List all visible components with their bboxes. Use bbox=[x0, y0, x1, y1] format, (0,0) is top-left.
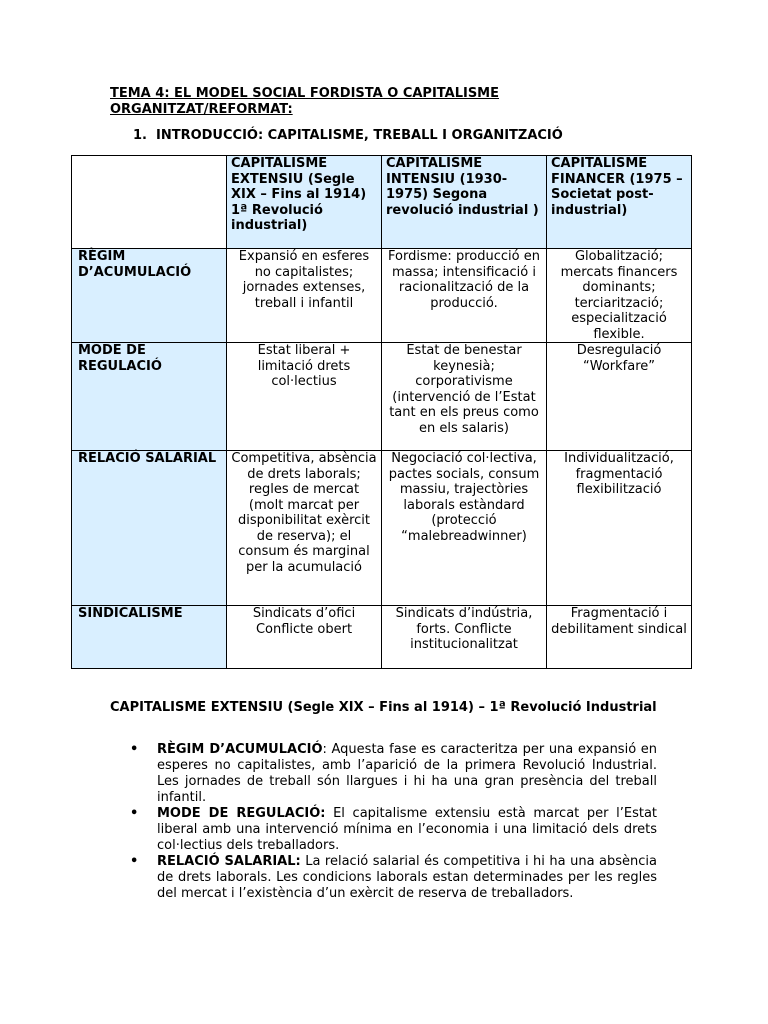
bullet-text: La relació salarial és competitiva i hi ha una absència de drets laborals. Les condicions laborals estan determinades per les regles del mercat i l’existència d’un exèrcit de reserva de treballadors. bbox=[157, 854, 657, 901]
column-header-financer: CAPITALISME FINANCER (1975 – Societat post-industrial) bbox=[547, 156, 692, 249]
table-corner-cell bbox=[72, 156, 227, 249]
list-item bbox=[110, 742, 657, 806]
table-cell: Estat de benestar keynesià; corporativisme (intervenció de l’Estat tant en els preus como en els salaris) bbox=[382, 343, 547, 451]
bullet-list bbox=[110, 742, 657, 902]
column-header-extensiu: CAPITALISME EXTENSIU (Segle XIX – Fins al 1914) 1ª Revolució industrial) bbox=[227, 156, 382, 249]
section-number: 1. bbox=[133, 128, 147, 143]
section-heading-text: INTRODUCCIÓ: CAPITALISME, TREBALL I ORGANITZACIÓ bbox=[156, 128, 563, 143]
list-item bbox=[110, 806, 657, 854]
bullet-text: : Aquesta fase es caracteritza per una expansió en esperes no capitalistes, amb l’aparició de la primera Revolució Industrial. Les jornades de treball són llargues i hi ha una gran presència del treball infantil. bbox=[157, 742, 658, 805]
list-item bbox=[110, 854, 657, 902]
table-row bbox=[72, 451, 692, 606]
table-cell: Sindicats d’indústria, forts. Conflicte institucionalitzat bbox=[382, 606, 547, 669]
table-cell: Globalització; mercats financers dominants; terciarització; especialització flexible. bbox=[547, 249, 692, 343]
bullet-icon: • bbox=[130, 806, 139, 821]
row-header-sindicalisme: SINDICALISME bbox=[72, 606, 227, 669]
subsection-title: CAPITALISME EXTENSIU (Segle XIX – Fins al 1914) – 1ª Revolució Industrial bbox=[110, 700, 657, 715]
bullet-text: El capitalisme extensiu està marcat per l’Estat liberal amb una intervenció mínima en l’economia i una limitació dels drets col·lectius dels treballadors. bbox=[157, 806, 658, 853]
row-header-relacio: RELACIÓ SALARIAL bbox=[72, 451, 227, 606]
column-header-intensiu: CAPITALISME INTENSIU (1930-1975) Segona revolució industrial ) bbox=[382, 156, 547, 249]
table-cell: Desregulació “Workfare” bbox=[547, 343, 692, 451]
document-title bbox=[110, 86, 670, 118]
row-header-mode: MODE DE REGULACIÓ bbox=[72, 343, 227, 451]
table-cell: Fragmentació i debilitament sindical bbox=[547, 606, 692, 669]
title-line-1: TEMA 4: EL MODEL SOCIAL FORDISTA O CAPITALISME bbox=[110, 86, 500, 101]
bullet-icon: • bbox=[130, 742, 139, 757]
table-cell: Fordisme: producció en massa; intensificació i racionalització de la producció. bbox=[382, 249, 547, 343]
title-line-2: ORGANITZAT/REFORMAT: bbox=[110, 102, 293, 117]
bullet-term: RÈGIM D’ACUMULACIÓ bbox=[157, 742, 323, 757]
table-row bbox=[72, 343, 692, 451]
section-heading bbox=[133, 128, 563, 144]
table-header-row bbox=[72, 156, 692, 249]
table-cell: Estat liberal + limitació drets col·lectius bbox=[227, 343, 382, 451]
table-row bbox=[72, 249, 692, 343]
table-cell: Competitiva, absència de drets laborals; regles de mercat (molt marcat per disponibilitat exèrcit de reserva); el consum és marginal per la acumulació bbox=[227, 451, 382, 606]
comparison-table bbox=[71, 155, 692, 669]
table-cell: Sindicats d’ofici Conflicte obert bbox=[227, 606, 382, 669]
table-cell: Individualització, fragmentació flexibilització bbox=[547, 451, 692, 606]
bullet-term: MODE DE REGULACIÓ: bbox=[157, 806, 326, 821]
table-cell: Expansió en esferes no capitalistes; jornades extenses, treball i infantil bbox=[227, 249, 382, 343]
table-row bbox=[72, 606, 692, 669]
bullet-icon: • bbox=[130, 854, 139, 869]
bullet-term: RELACIÓ SALARIAL: bbox=[157, 854, 301, 869]
row-header-regim: RÈGIM D’ACUMULACIÓ bbox=[72, 249, 227, 343]
table-cell: Negociació col·lectiva, pactes socials, consum massiu, trajectòries laborals estàndard (protecció “malebreadwinner) bbox=[382, 451, 547, 606]
